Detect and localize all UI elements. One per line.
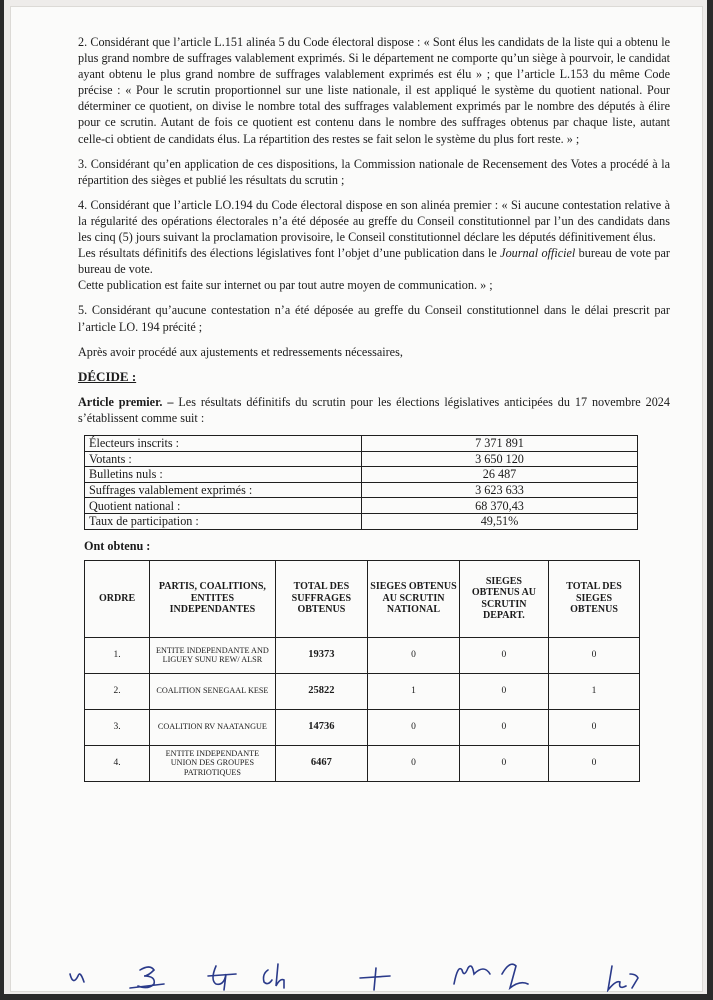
summary-row — [85, 451, 638, 467]
results-header-row — [85, 560, 640, 637]
summary-value: 26 487 — [362, 467, 638, 483]
results-total-sieges: 0 — [549, 637, 640, 673]
results-column-header: TOTAL DES SUFFRAGES OBTENUS — [275, 560, 368, 637]
results-total-sieges: 0 — [549, 745, 640, 781]
document-page — [10, 6, 703, 992]
results-ordre: 2. — [85, 673, 150, 709]
paragraph-3: 3. Considérant qu’en application de ces dispositions, la Commission nationale de Recensement des Votes a procédé à la répartition des sièges et publié les résultats du scrutin ; — [78, 156, 670, 187]
results-column-header: TOTAL DES SIEGES OBTENUS — [549, 560, 640, 637]
summary-row — [85, 513, 638, 529]
summary-row — [85, 435, 638, 451]
summary-label: Votants : — [85, 451, 362, 467]
results-table — [84, 560, 640, 782]
results-ordre: 1. — [85, 637, 150, 673]
results-party-name: COALITION RV NAATANGUE — [150, 709, 275, 745]
paragraph-5: 5. Considérant qu’aucune contestation n’a été déposée au greffe du Conseil constitutionnel dans le délai prescrit par l’article LO. 194 précité ; — [78, 303, 670, 334]
table-row — [85, 637, 640, 673]
results-party-name: ENTITE INDEPENDANTE UNION DES GROUPES PATRIOTIQUES — [150, 745, 275, 781]
summary-label: Suffrages valablement exprimés : — [85, 482, 362, 498]
scan-border-right — [707, 0, 713, 1000]
summary-value: 7 371 891 — [362, 435, 638, 451]
results-column-header: ORDRE — [85, 560, 150, 637]
table-row — [85, 745, 640, 781]
results-party-name: ENTITE INDEPENDANTE AND LIGUEY SUNU REW/ ALSR — [150, 637, 275, 673]
paragraph-2: 2. Considérant que l’article L.151 alinéa 5 du Code électoral dispose : « Sont élus les candidats de la liste qui a obtenu le plus grand nombre de suffrages valablement exprimés. Si le département ne comporte qu’un siège à pourvoir, le candidat ayant obtenu le plus grand nombre de suffrages valablement exprimés est élu » ; que l’article L.153 du même Code précise : « Pour le scrutin proportionnel sur une liste nationale, il est appliqué le système du quotient national. Pour déterminer ce quotient, on divise le nombre total des suffrages valablement exprimés par le nombre des députés à élire pour ce scrutin. Autant de fois ce quotient est contenu dans le nombre des suffrages obtenus par chaque liste, autant celle-ci obtient de candidats élus. La répartition des restes se fait selon le système du plus fort reste. » ; — [78, 35, 670, 146]
summary-row — [85, 467, 638, 483]
results-sieges-depart: 0 — [459, 745, 548, 781]
summary-table — [84, 435, 638, 530]
results-ordre: 4. — [85, 745, 150, 781]
results-total-sieges: 1 — [549, 673, 640, 709]
results-sieges-national: 0 — [368, 709, 460, 745]
summary-row — [85, 482, 638, 498]
ont-obtenu-label: Ont obtenu : — [84, 538, 151, 553]
handwritten-initials — [10, 954, 703, 992]
article-text: Les résultats définitifs du scrutin pour les élections législatives anticipées du 17 novembre 2024 s’établissent comme suit : — [78, 394, 670, 425]
results-total-suffrages: 14736 — [275, 709, 368, 745]
results-ordre: 3. — [85, 709, 150, 745]
results-sieges-national: 0 — [368, 637, 460, 673]
scan-border-bottom — [0, 994, 713, 1000]
paragraph-4-line-2: Les résultats définitifs des élections législatives font l’objet d’une publication dans le Journal officiel bureau de vote par bureau de vote. — [78, 246, 670, 277]
results-column-header: SIEGES OBTENUS AU SCRUTIN NATIONAL — [368, 560, 460, 637]
results-party-name: COALITION SENEGAAL KESE — [150, 673, 275, 709]
results-total-suffrages: 19373 — [275, 637, 368, 673]
summary-label: Électeurs inscrits : — [85, 435, 362, 451]
results-sieges-depart: 0 — [459, 637, 548, 673]
results-sieges-national: 1 — [368, 673, 460, 709]
results-column-header: SIEGES OBTENUS AU SCRUTIN DEPART. — [459, 560, 548, 637]
decide-heading: DÉCIDE : — [78, 368, 137, 384]
results-total-sieges: 0 — [549, 709, 640, 745]
results-total-suffrages: 25822 — [275, 673, 368, 709]
summary-value: 3 623 633 — [362, 482, 638, 498]
summary-label: Quotient national : — [85, 498, 362, 514]
table-row — [85, 709, 640, 745]
results-sieges-depart: 0 — [459, 673, 548, 709]
journal-officiel: Journal officiel — [500, 246, 576, 261]
paragraph-4-line-3: Cette publication est faite sur internet ou par tout autre moyen de communication. » ; — [78, 278, 493, 293]
results-column-header: PARTIS, COALITIONS, ENTITES INDEPENDANTES — [150, 560, 275, 637]
summary-value: 49,51% — [362, 513, 638, 529]
scan-border-left — [0, 0, 4, 1000]
summary-label: Taux de participation : — [85, 513, 362, 529]
article-premier — [78, 394, 670, 426]
article-title: Article premier. – — [78, 394, 174, 409]
table-row — [85, 673, 640, 709]
paragraph-4: 4. Considérant que l’article LO.194 du Code électoral dispose en son alinéa premier : « Si aucune contestation relative à la régularité des opérations électorales n’a été déposée au greffe du Conseil constitutionnel par l’un des candidats dans les cinq (5) jours suivant la proclamation provisoire, le Conseil constitutionnel déclare les députés définitivement élus. — [78, 197, 670, 245]
results-sieges-national: 0 — [368, 745, 460, 781]
results-total-suffrages: 6467 — [275, 745, 368, 781]
summary-label: Bulletins nuls : — [85, 467, 362, 483]
summary-value: 3 650 120 — [362, 451, 638, 467]
results-sieges-depart: 0 — [459, 709, 548, 745]
preamble-end: Après avoir procédé aux ajustements et redressements nécessaires, — [78, 344, 403, 359]
document-body — [78, 34, 670, 782]
summary-row — [85, 498, 638, 514]
summary-value: 68 370,43 — [362, 498, 638, 514]
